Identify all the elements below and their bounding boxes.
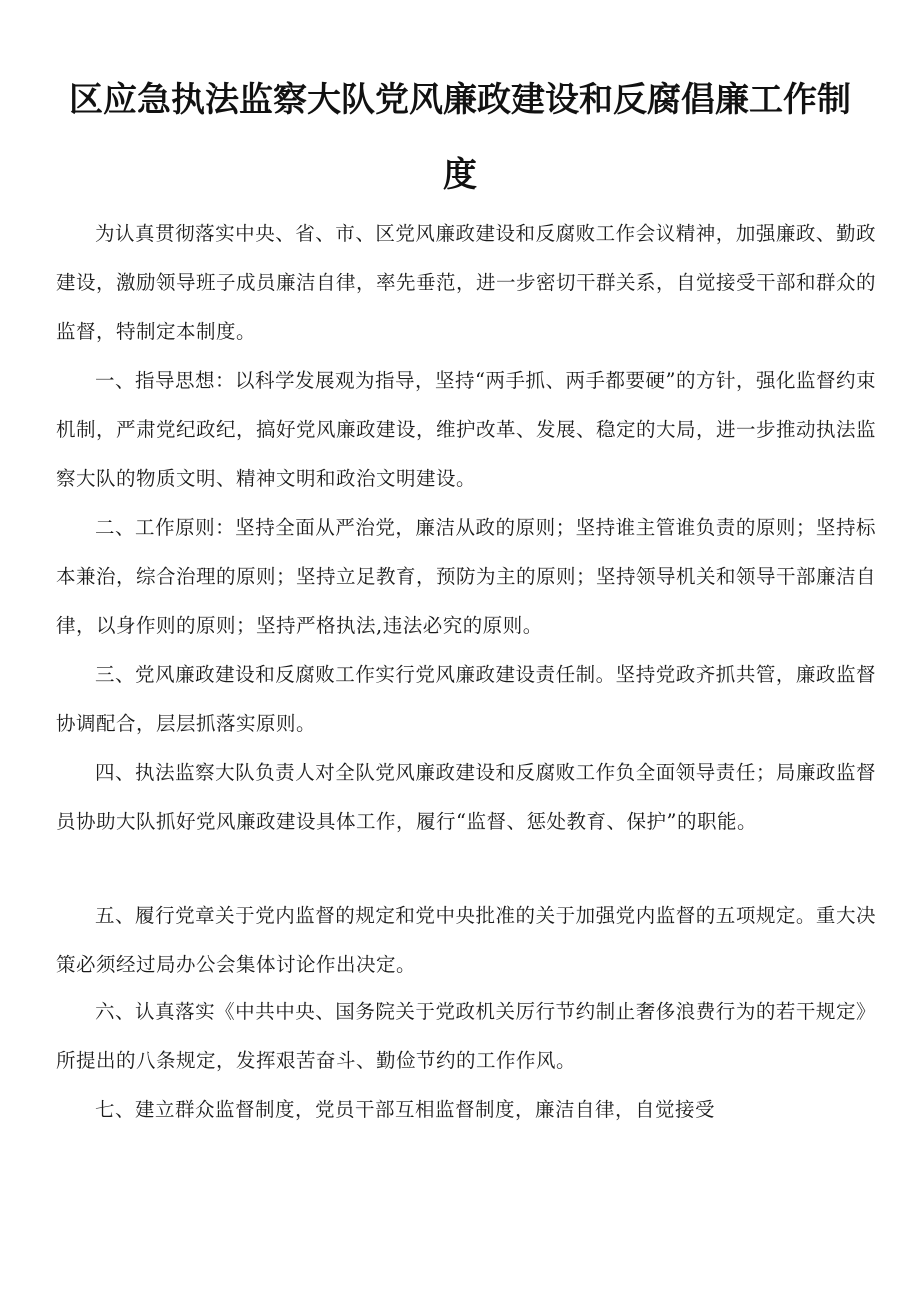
paragraph-2-work-principles: 二、工作原则：坚持全面从严治党，廉洁从政的原则；坚持谁主管谁负责的原则；坚持标本兼治，综合治理的原则；坚持立足教育，预防为主的原则；坚持领导机关和领导干部廉洁自律，以身作则的原则；坚持严格执法,违法必究的原则。: [56, 516, 877, 637]
document-title-line-1: 区应急执法监察大队党风廉政建设和反腐倡廉工作制: [69, 80, 851, 120]
paragraph-1-guiding-thought: 一、指导思想：以科学发展观为指导，坚持“两手抓、两手都要硬”的方针，强化监督约束机制，严肃党纪政纪，搞好党风廉政建设，维护改革、发展、稳定的大局，进一步推动执法监察大队的物质文明、精神文明和政治文明建设。: [56, 369, 877, 490]
document-title-line-2: 度: [443, 155, 477, 195]
paragraph-5-party-supervision: 五、履行党章关于党内监督的规定和党中央批准的关于加强党内监督的五项规定。重大决策必须经过局办公会集体讨论作出决定。: [56, 904, 876, 976]
paragraph-7-public-supervision: 七、建立群众监督制度，党员干部互相监督制度，廉洁自律，自觉接受: [95, 1098, 716, 1121]
paragraph-3-responsibility-system: 三、党风廉政建设和反腐败工作实行党风廉政建设责任制。坚持党政齐抓共管，廉政监督协调配合，层层抓落实原则。: [56, 663, 876, 735]
paragraph-4-leadership-duty: 四、执法监察大队负责人对全队党风廉政建设和反腐败工作负全面领导责任；局廉政监督员协助大队抓好党风廉政建设具体工作，履行“监督、惩处教育、保护”的职能。: [56, 761, 876, 833]
paragraph-6-frugality: 六、认真落实《中共中央、国务院关于党政机关厉行节约制止奢侈浪费行为的若干规定》所提出的八条规定，发挥艰苦奋斗、勤俭节约的工作作风。: [56, 1000, 876, 1072]
paragraph-intro: 为认真贯彻落实中央、省、市、区党风廉政建设和反腐败工作会议精神，加强廉政、勤政建设，激励领导班子成员廉洁自律，率先垂范，进一步密切干群关系，自觉接受干部和群众的监督，特制定本制度。: [56, 222, 877, 343]
